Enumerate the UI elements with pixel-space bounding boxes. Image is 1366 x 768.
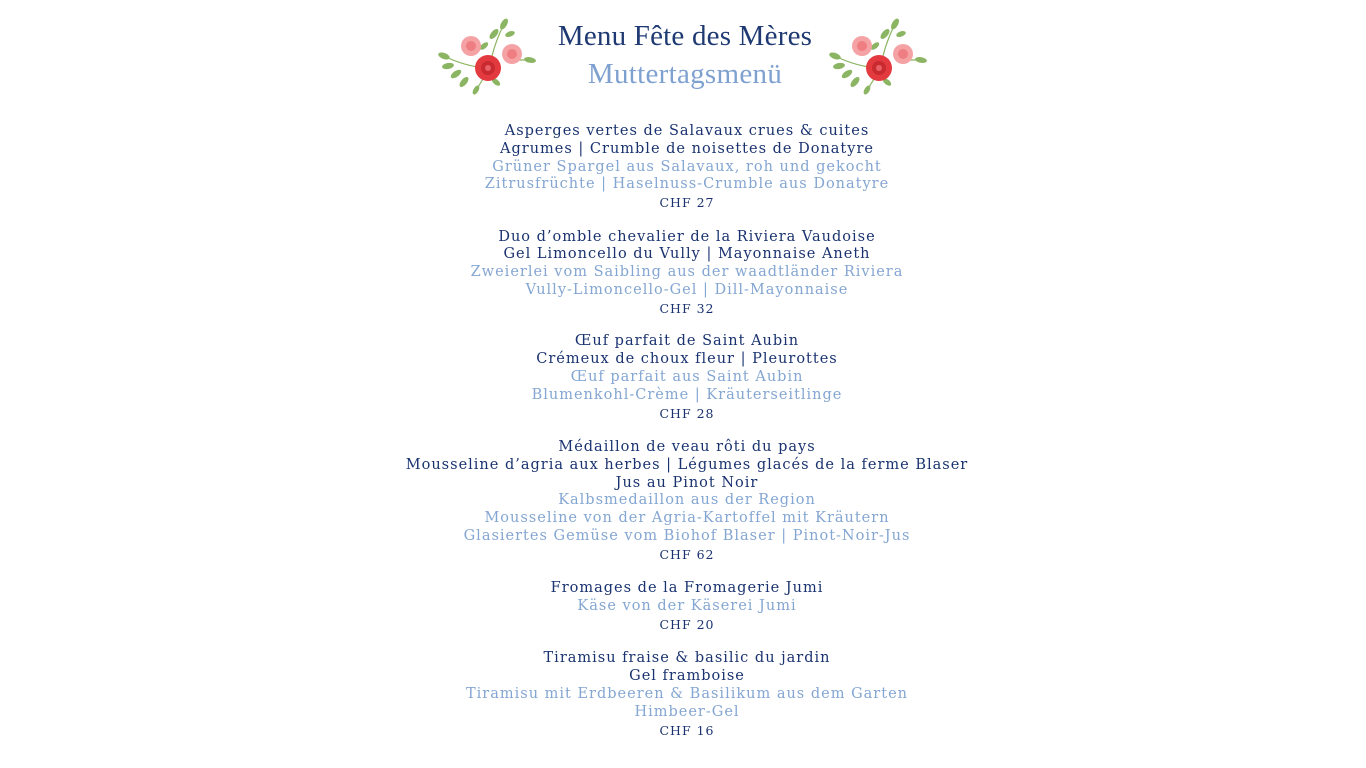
course-name-de: Kalbsmedaillon aus der Region — [558, 492, 816, 509]
course-detail-fr: Crémeux de choux fleur | Pleurottes — [536, 351, 838, 368]
course-name-fr: Tiramisu fraise & basilic du jardin — [543, 650, 831, 667]
course-name-fr: Œuf parfait de Saint Aubin — [574, 333, 800, 350]
course-name-de: Tiramisu mit Erdbeeren & Basilikum aus dem Garten — [465, 686, 908, 703]
course-asperges — [0, 123, 1366, 212]
course-detail-de: Mousseline von der Agria-Kartoffel mit Kräutern — [484, 510, 890, 527]
menu-title-fr: Menu Fête des Mères — [557, 20, 813, 52]
course-oeuf — [0, 333, 1366, 422]
course-name-de: Œuf parfait aus Saint Aubin — [570, 368, 804, 385]
course-veau — [0, 439, 1366, 563]
course-price: CHF 20 — [659, 616, 715, 632]
course-price: CHF 28 — [659, 405, 715, 421]
course-detail-fr: Gel framboise — [629, 668, 745, 685]
course-name-fr: Duo d’omble chevalier de la Riviera Vaudoise — [498, 228, 876, 245]
course-detail-de: Himbeer-Gel — [634, 703, 740, 720]
course-detail-fr: Gel Limoncello du Vully | Mayonnaise Aneth — [503, 246, 871, 263]
course-tiramisu — [0, 650, 1366, 739]
course-omble — [0, 229, 1366, 318]
course-name-de: Käse von der Käserei Jumi — [577, 598, 797, 615]
course-name-de: Grüner Spargel aus Salavaux, roh und gekocht — [492, 158, 882, 175]
course-name-de: Zweierlei vom Saibling aus der waadtländer Riviera — [470, 264, 904, 281]
course-price: CHF 16 — [659, 722, 715, 738]
course-detail-de: Zitrusfrüchte | Haselnuss-Crumble aus Donatyre — [484, 176, 890, 193]
course-price: CHF 62 — [659, 546, 715, 562]
course-detail-de: Vully-Limoncello-Gel | Dill-Mayonnaise — [525, 282, 849, 299]
course-detail-fr: Jus au Pinot Noir — [615, 474, 759, 491]
course-price: CHF 32 — [659, 300, 715, 316]
menu-title-de: Muttertagsmenü — [587, 58, 783, 90]
course-fromages — [0, 580, 1366, 633]
course-name-fr: Médaillon de veau rôti du pays — [558, 439, 816, 456]
menu-list — [0, 123, 1366, 739]
course-detail-fr: Mousseline d’agria aux herbes | Légumes glacés de la ferme Blaser — [405, 456, 969, 473]
course-detail-de: Glasiertes Gemüse vom Biohof Blaser | Pinot-Noir-Jus — [463, 528, 911, 545]
course-name-fr: Fromages de la Fromagerie Jumi — [550, 580, 824, 597]
course-price: CHF 27 — [659, 195, 715, 211]
menu-header — [0, 14, 1366, 104]
course-detail-fr: Agrumes | Crumble de noisettes de Donatyre — [500, 140, 874, 157]
flower-bouquet-icon — [825, 16, 929, 96]
course-detail-de: Blumenkohl-Crème | Kräuterseitlinge — [531, 386, 843, 403]
course-name-fr: Asperges vertes de Salavaux crues & cuites — [504, 123, 870, 139]
